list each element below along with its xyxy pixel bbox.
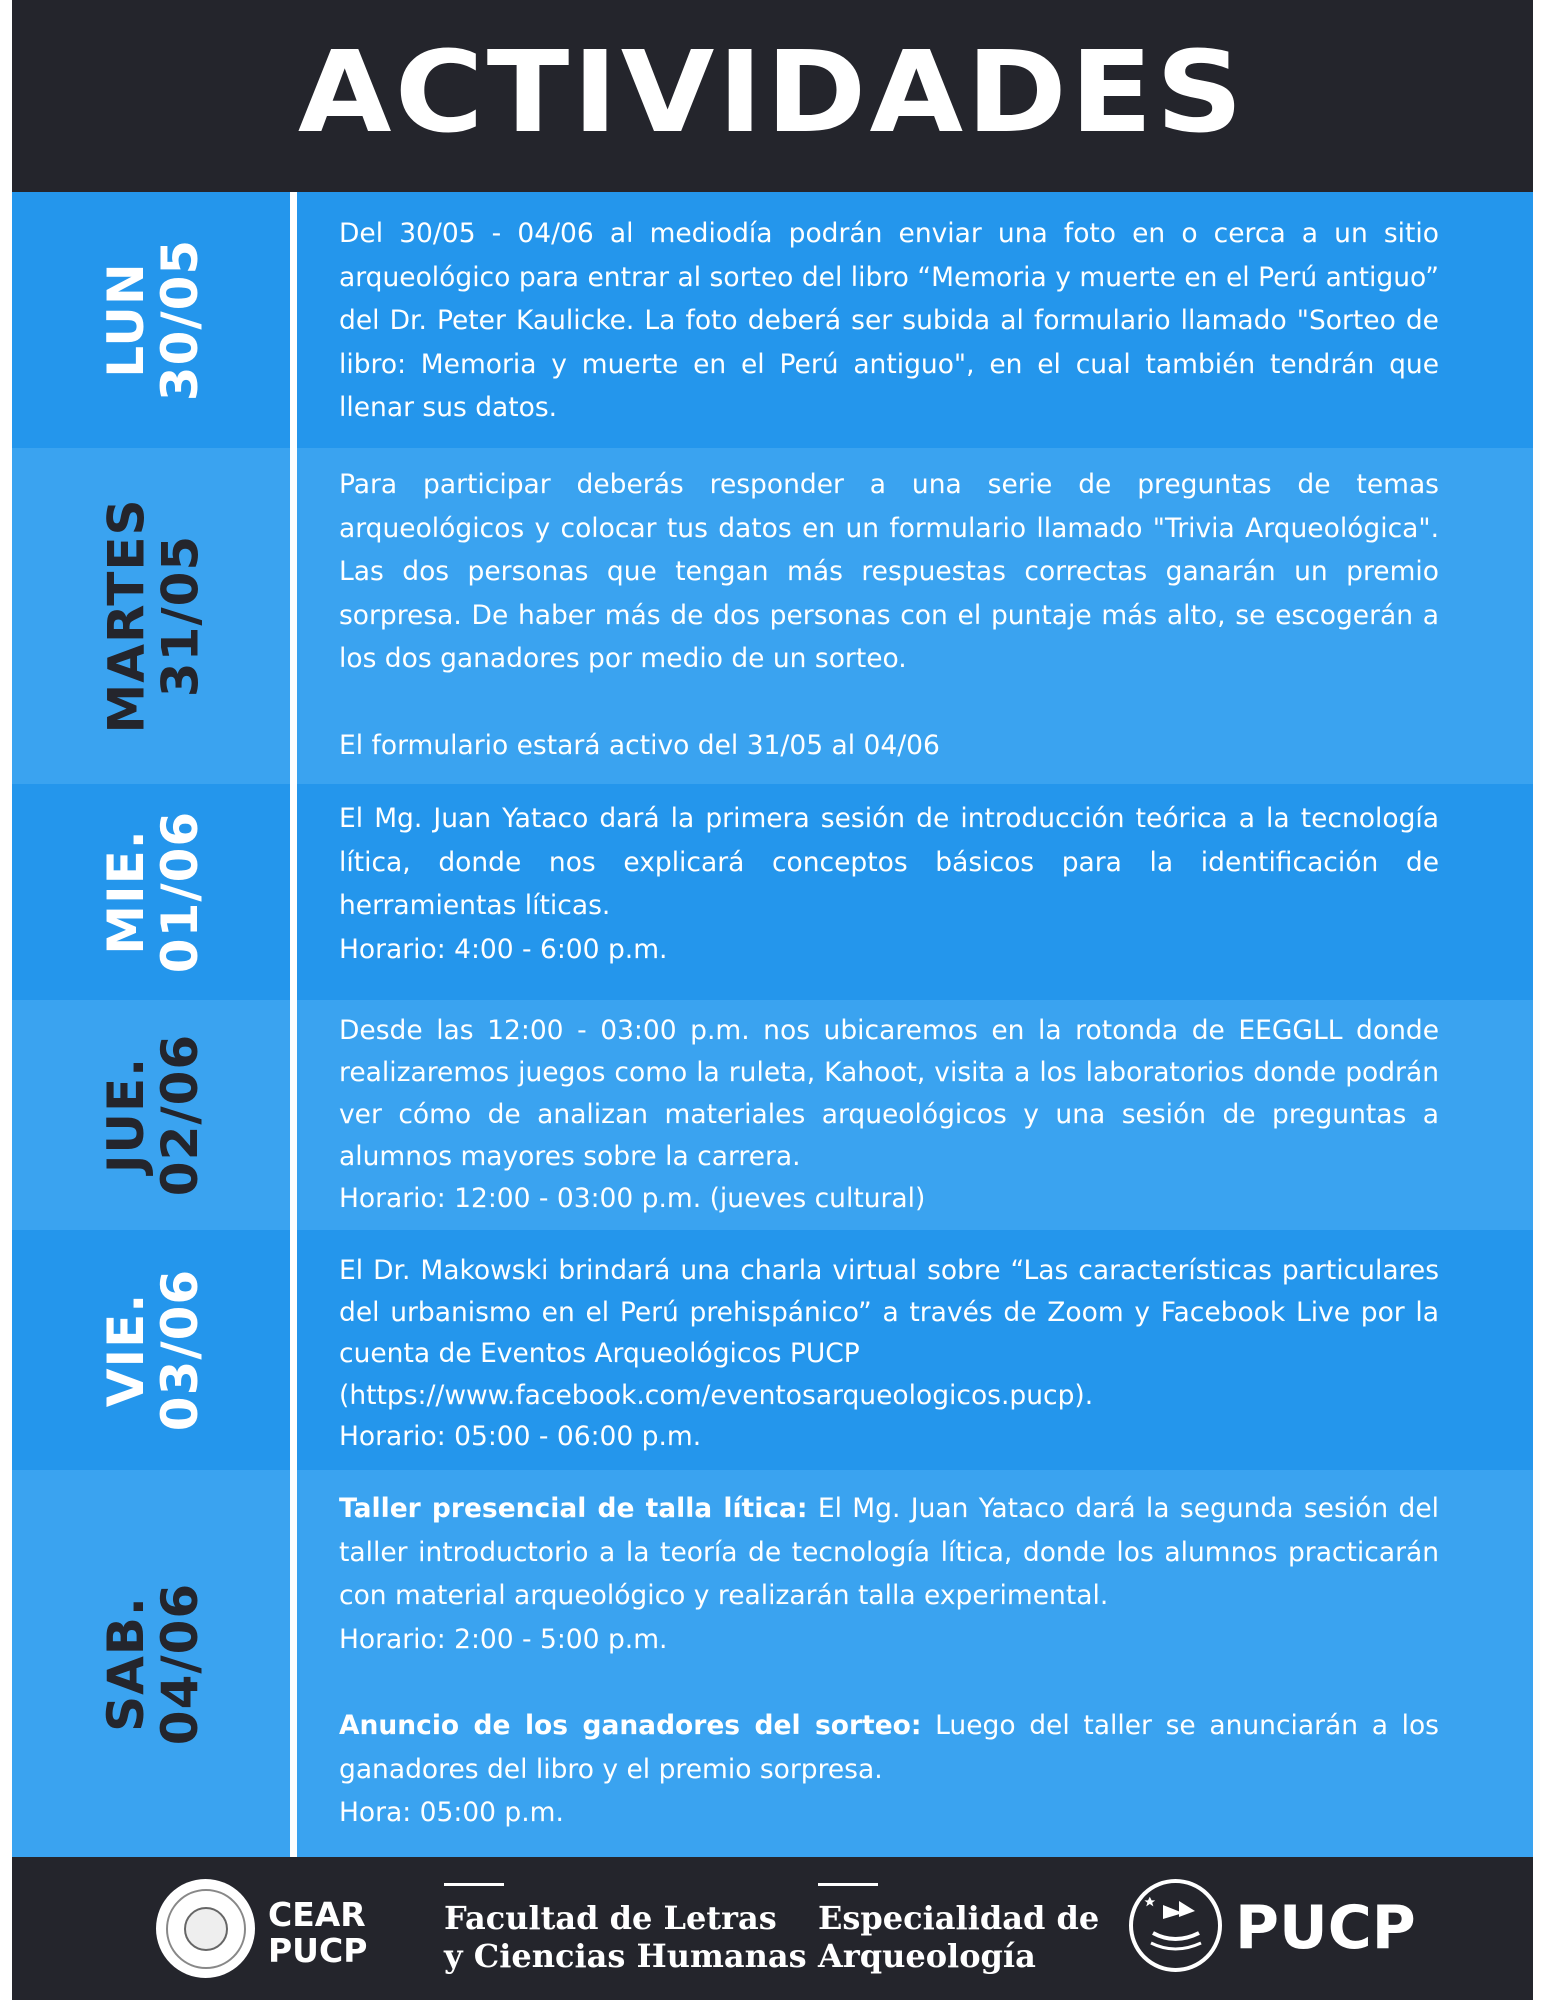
announcement-time: Hora: 05:00 p.m. — [339, 1797, 564, 1828]
schedule-row-jue — [12, 1000, 1533, 1230]
day-name: SAB. — [96, 1595, 155, 1732]
especialidad-line-1: Especialidad de — [818, 1899, 1100, 1937]
especialidad-text — [818, 1899, 1099, 1975]
poster — [12, 0, 1533, 2000]
day-column — [12, 1000, 294, 1230]
schedule-row-vie — [12, 1230, 1533, 1470]
day-label — [96, 1033, 209, 1197]
day-label — [96, 498, 209, 734]
day-label — [96, 810, 209, 974]
day-label — [96, 1268, 209, 1432]
especialidad-line-2: Arqueología — [818, 1937, 1036, 1975]
day-column — [12, 448, 294, 784]
day-name: VIE. — [96, 1292, 155, 1408]
day-label — [96, 1582, 209, 1745]
activity-text: Del 30/05 - 04/06 al mediodía podrán enviar una foto en o cerca a un sitio arqueológico para entrar al sorteo del libro “Memoria y muerte en el Perú antiguo” del Dr. Peter Kaulicke. La foto deberá ser subida al formulario llamado "Sorteo de libro: Memoria y muerte en el Perú antiguo", en el cual también tendrán que llenar sus datos. — [339, 218, 1439, 423]
day-date: 03/06 — [150, 1268, 209, 1432]
announcement-text — [339, 1704, 1439, 1791]
footer — [12, 1857, 1533, 2000]
activity-description — [339, 1250, 1439, 1458]
cear-line-1: CEAR — [268, 1895, 366, 1934]
cear-logo-text — [268, 1897, 367, 1969]
day-date: 04/06 — [150, 1582, 209, 1745]
day-name: MARTES — [96, 498, 155, 734]
activity-schedule: Horario: 12:00 - 03:00 p.m. (jueves cultural) — [339, 1183, 926, 1214]
schedule-row-mie — [12, 784, 1533, 1000]
cear-seal-logo — [156, 1879, 255, 1978]
workshop-title: Taller presencial de talla lítica: — [339, 1493, 808, 1524]
header — [12, 0, 1533, 192]
day-date: 02/06 — [150, 1033, 209, 1197]
day-name: LUN — [96, 262, 155, 378]
cear-line-2: PUCP — [268, 1931, 368, 1970]
page-title: ACTIVIDADES — [298, 28, 1247, 158]
workshop-schedule: Horario: 2:00 - 5:00 p.m. — [339, 1623, 668, 1655]
activity-description — [339, 463, 1439, 767]
activity-description — [339, 1487, 1439, 1835]
day-column — [12, 1230, 294, 1470]
day-label — [96, 238, 209, 402]
activity-text: Desde las 12:00 - 03:00 p.m. nos ubicaremos en la rotonda de EEGGLL donde realizaremos juegos como la ruleta, Kahoot, visita a los laboratorios donde podrán ver cómo de analizan materiales arqueológicos y una sesión de preguntas a alumnos mayores sobre la carrera. — [339, 1015, 1439, 1172]
activity-dates: El formulario estará activo del 31/05 al 04/06 — [339, 729, 940, 761]
workshop-description: El Mg. Juan Yataco dará la segunda sesión del taller introductorio a la teoría de tecnología lítica, donde los alumnos practicarán con material arqueológico y realizarán talla experimental. — [339, 1493, 1439, 1611]
divider-line — [444, 1883, 504, 1886]
announcement-description: Luego del taller se anunciarán a los ganadores del libro y el premio sorpresa. — [339, 1710, 1439, 1785]
facultad-line-1: Facultad de Letras — [444, 1899, 777, 1937]
facebook-link: (https://www.facebook.com/eventosarqueologicos.pucp). — [339, 1379, 1094, 1411]
day-name: MIE. — [96, 829, 155, 955]
activity-schedule: Horario: 05:00 - 06:00 p.m. — [339, 1421, 702, 1452]
activity-description — [339, 797, 1439, 971]
day-column — [12, 784, 294, 1000]
activity-description — [339, 212, 1439, 430]
divider-line — [818, 1883, 878, 1886]
day-column — [12, 192, 294, 448]
pucp-ship-emblem-icon — [1129, 1879, 1222, 1972]
workshop-text — [339, 1487, 1439, 1618]
activity-text: El Mg. Juan Yataco dará la primera sesión de introducción teórica a la tecnología lítica, donde nos explicará conceptos básicos para la identificación de herramientas líticas. — [339, 803, 1439, 921]
announcement-title: Anuncio de los ganadores del sorteo: — [339, 1710, 922, 1741]
day-name: JUE. — [96, 1056, 155, 1174]
activity-text: El Dr. Makowski brindará una charla virtual sobre “Las características particulares del urbanismo en el Perú prehispánico” a través de Zoom y Facebook Live por la cuenta de Eventos Arqueológicos PUCP — [339, 1255, 1439, 1369]
activity-schedule: Horario: 4:00 - 6:00 p.m. — [339, 933, 668, 965]
schedule-row-martes — [12, 448, 1533, 784]
schedule-row-sab — [12, 1470, 1533, 1857]
activity-description — [339, 1010, 1439, 1220]
facultad-line-2: y Ciencias Humanas — [444, 1937, 807, 1975]
facultad-text — [444, 1899, 807, 1975]
pucp-logo-text: PUCP — [1235, 1893, 1416, 1963]
day-date: 01/06 — [150, 810, 209, 974]
timeline-divider — [290, 192, 297, 1857]
activity-text: Para participar deberás responder a una serie de preguntas de temas arqueológicos y colocar tus datos en un formulario llamado "Trivia Arqueológica". Las dos personas que tengan más respuestas correctas ganarán un premio sorpresa. De haber más de dos personas con el puntaje más alto, se escogerán a los dos ganadores por medio de un sorteo. — [339, 469, 1439, 674]
schedule-row-lun — [12, 192, 1533, 448]
day-date: 31/05 — [150, 534, 209, 698]
day-date: 30/05 — [150, 238, 209, 402]
day-column — [12, 1470, 294, 1857]
